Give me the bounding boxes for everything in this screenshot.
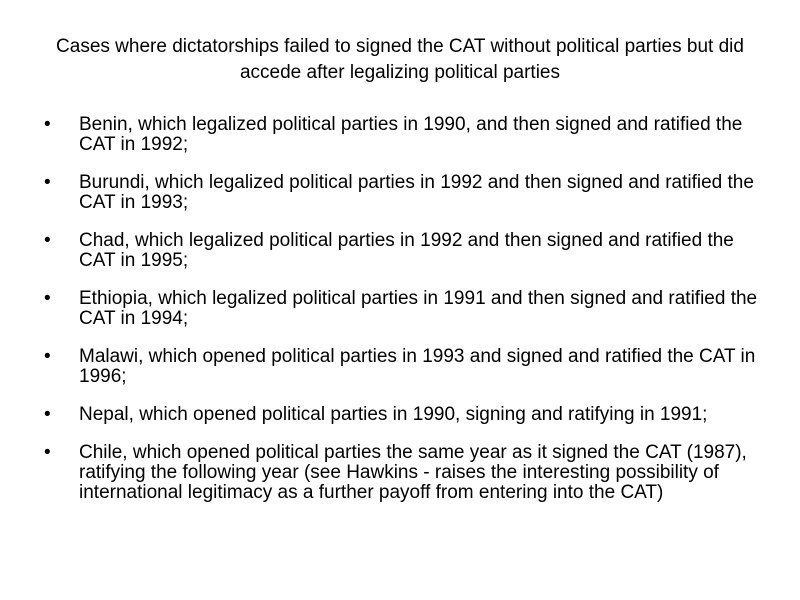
bullet-item-nepal [44, 405, 764, 425]
bullet-icon: • [44, 230, 51, 251]
bullet-text: Chad, which legalized political parties in 1992 and then signed and ratified the CAT in 1995; [79, 230, 734, 271]
bullet-icon: • [44, 288, 51, 309]
bullet-icon: • [44, 346, 51, 367]
bullet-text: Benin, which legalized political parties in 1990, and then signed and ratified the CAT in 1992; [79, 114, 743, 155]
bullet-icon: • [44, 404, 51, 425]
bullet-item-chile [44, 443, 764, 503]
bullet-item-benin [44, 115, 764, 155]
bullet-item-ethiopia [44, 289, 764, 329]
bullet-item-malawi [44, 347, 764, 387]
bullet-list [44, 115, 764, 521]
bullet-item-burundi [44, 173, 764, 213]
slide-title: Cases where dictatorships failed to signed the CAT without political parties but did accede after legalizing political parties [56, 36, 744, 83]
bullet-text: Burundi, which legalized political parties in 1992 and then signed and ratified the CAT in 1993; [79, 172, 754, 213]
bullet-text: Malawi, which opened political parties in 1993 and signed and ratified the CAT in 1996; [79, 346, 756, 387]
bullet-icon: • [44, 114, 51, 135]
bullet-text: Nepal, which opened political parties in 1990, signing and ratifying in 1991; [79, 404, 708, 425]
bullet-icon: • [44, 172, 51, 193]
bullet-icon: • [44, 442, 51, 463]
bullet-text: Ethiopia, which legalized political parties in 1991 and then signed and ratified the CAT in 1994; [79, 288, 758, 329]
bullet-text: Chile, which opened political parties the same year as it signed the CAT (1987), ratifying the following year (see Hawkins - raises the interesting possibility of international legitimacy as a further payoff from entering into the CAT) [79, 442, 747, 503]
bullet-item-chad [44, 231, 764, 271]
